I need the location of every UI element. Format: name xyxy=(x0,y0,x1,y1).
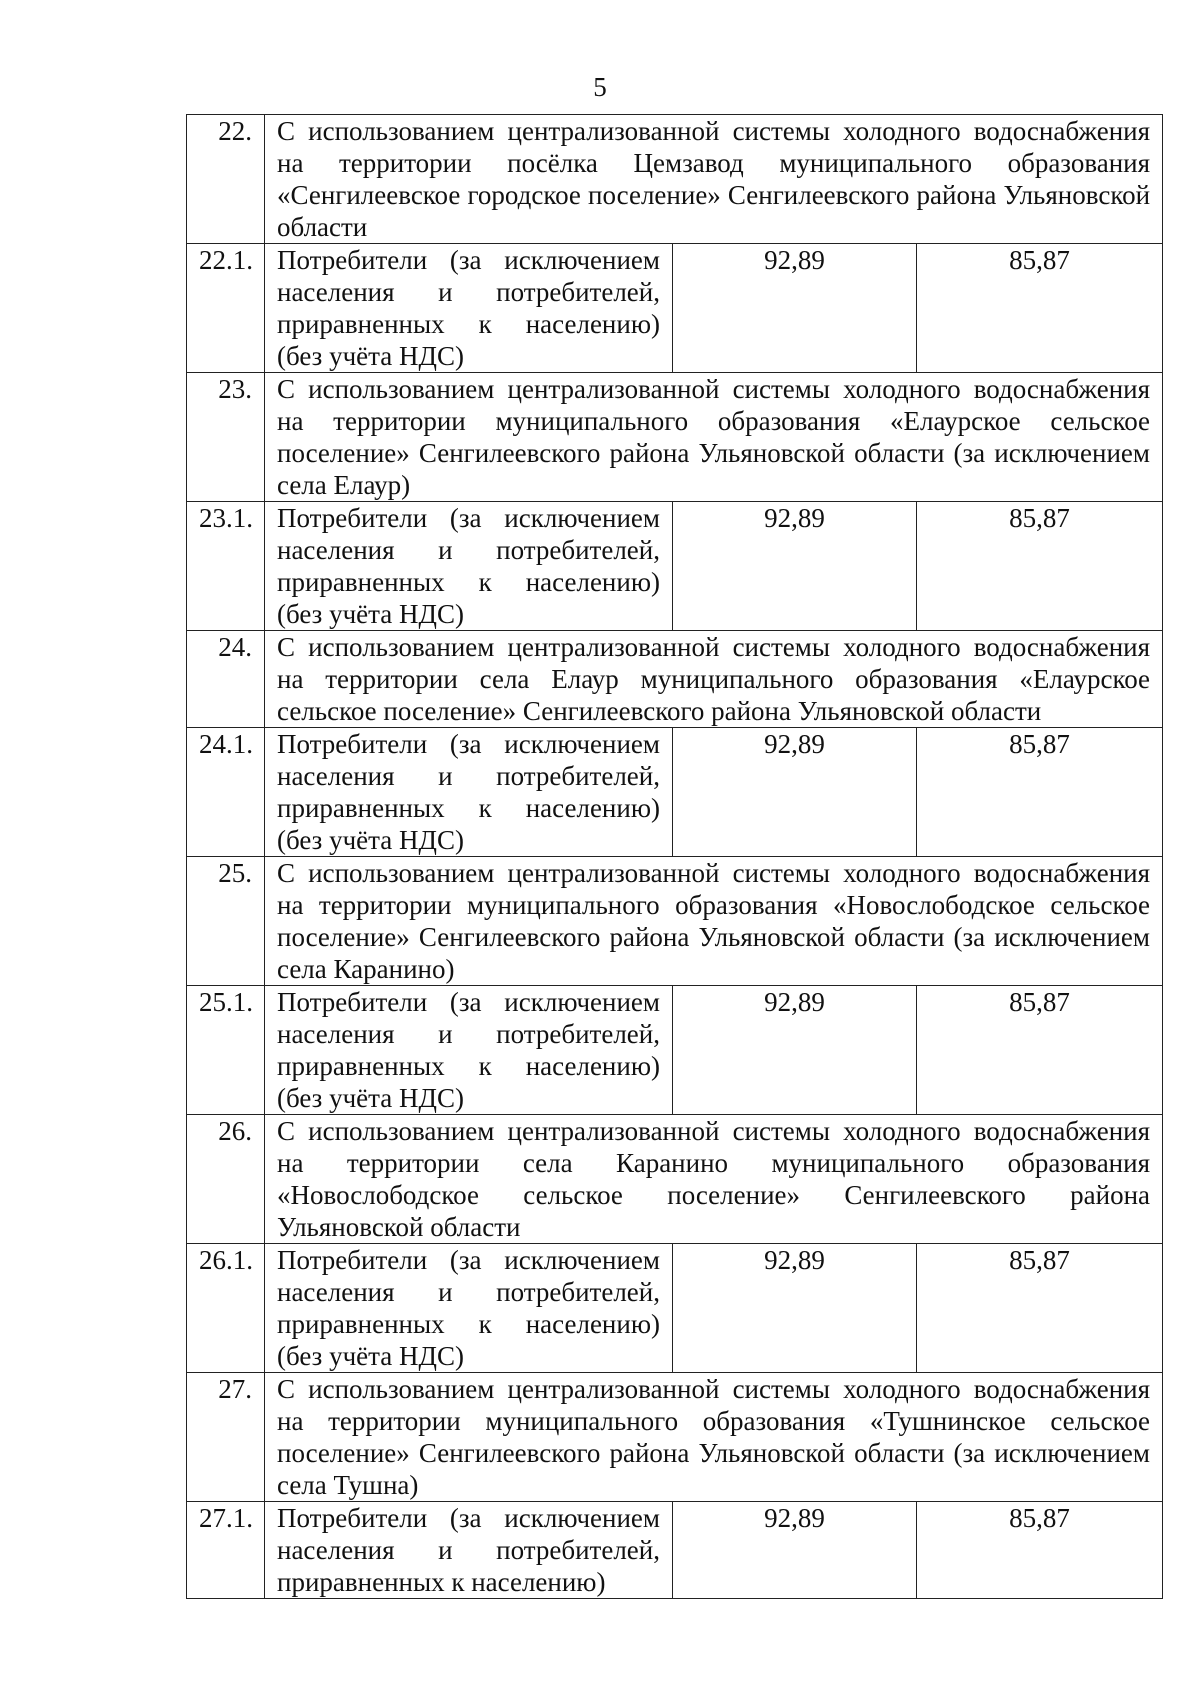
item-number: 22.1. xyxy=(187,244,265,373)
section-number: 23. xyxy=(187,373,265,502)
tariff-value-1: 92,89 xyxy=(673,244,917,373)
consumer-category-line: населения и потребителей, xyxy=(277,1535,660,1565)
tariff-item-row xyxy=(187,728,1163,857)
consumer-category xyxy=(265,502,673,631)
consumer-category-line: приравненных к населению) xyxy=(277,567,660,597)
consumer-category xyxy=(265,986,673,1115)
tariff-item-row xyxy=(187,1244,1163,1373)
page-number: 5 xyxy=(593,72,607,102)
tariff-value-1: 92,89 xyxy=(673,1244,917,1373)
tariff-value-2: 85,87 xyxy=(917,1502,1163,1599)
consumer-category-line: приравненных к населению) xyxy=(277,309,660,339)
section-title: С использованием централизованной системы холодного водоснабжения на территории муниципального образования «Елаурское сельское поселение» Сенгилеевского района Ульяновской области (за исключением села Елаур) xyxy=(265,373,1163,502)
consumer-category-line: Потребители (за исключением xyxy=(277,1503,660,1533)
consumer-category-line: населения и потребителей, xyxy=(277,1019,660,1049)
consumer-category-line: Потребители (за исключением xyxy=(277,729,660,759)
section-heading-row xyxy=(187,1373,1163,1502)
tariff-item-row xyxy=(187,1502,1163,1599)
consumer-category-line: населения и потребителей, xyxy=(277,761,660,791)
tariff-value-1: 92,89 xyxy=(673,728,917,857)
section-title: С использованием централизованной системы холодного водоснабжения на территории муниципального образования «Новослободское сельское поселение» Сенгилеевского района Ульяновской области (за исключением села Каранино) xyxy=(265,857,1163,986)
consumer-category-line: (без учёта НДС) xyxy=(277,1083,464,1113)
tariff-item-row xyxy=(187,502,1163,631)
section-number: 26. xyxy=(187,1115,265,1244)
consumer-category-line: приравненных к населению) xyxy=(277,793,660,823)
consumer-category-line: Потребители (за исключением xyxy=(277,245,660,275)
consumer-category-line: Потребители (за исключением xyxy=(277,1245,660,1275)
consumer-category-line: (без учёта НДС) xyxy=(277,341,464,371)
consumer-category-line: населения и потребителей, xyxy=(277,1277,660,1307)
consumer-category-line: Потребители (за исключением xyxy=(277,503,660,533)
tariff-table xyxy=(186,114,1163,1599)
consumer-category xyxy=(265,244,673,373)
item-number: 24.1. xyxy=(187,728,265,857)
section-title: С использованием централизованной системы холодного водоснабжения на территории муниципального образования «Тушнинское сельское поселение» Сенгилеевского района Ульяновской области (за исключением села Тушна) xyxy=(265,1373,1163,1502)
tariff-value-2: 85,87 xyxy=(917,244,1163,373)
section-title: С использованием централизованной системы холодного водоснабжения на территории посёлка Цемзавод муниципального образования «Сенгилеевское городское поселение» Сенгилеевского района Ульяновской области xyxy=(265,115,1163,244)
item-number: 25.1. xyxy=(187,986,265,1115)
item-number: 23.1. xyxy=(187,502,265,631)
consumer-category-line: приравненных к населению) xyxy=(277,1567,606,1597)
consumer-category-line: (без учёта НДС) xyxy=(277,825,464,855)
tariff-value-2: 85,87 xyxy=(917,502,1163,631)
section-heading-row xyxy=(187,857,1163,986)
tariff-value-1: 92,89 xyxy=(673,502,917,631)
consumer-category xyxy=(265,1244,673,1373)
section-heading-row xyxy=(187,631,1163,728)
tariff-value-2: 85,87 xyxy=(917,728,1163,857)
consumer-category-line: приравненных к населению) xyxy=(277,1051,660,1081)
section-heading-row xyxy=(187,115,1163,244)
section-heading-row xyxy=(187,1115,1163,1244)
item-number: 26.1. xyxy=(187,1244,265,1373)
section-title: С использованием централизованной системы холодного водоснабжения на территории села Елаур муниципального образования «Елаурское сельское поселение» Сенгилеевского района Ульяновской области xyxy=(265,631,1163,728)
consumer-category-line: населения и потребителей, xyxy=(277,277,660,307)
item-number: 27.1. xyxy=(187,1502,265,1599)
section-number: 22. xyxy=(187,115,265,244)
tariff-value-2: 85,87 xyxy=(917,1244,1163,1373)
section-number: 24. xyxy=(187,631,265,728)
consumer-category-line: (без учёта НДС) xyxy=(277,1341,464,1371)
tariff-value-1: 92,89 xyxy=(673,1502,917,1599)
consumer-category-line: Потребители (за исключением xyxy=(277,987,660,1017)
section-heading-row xyxy=(187,373,1163,502)
tariff-value-2: 85,87 xyxy=(917,986,1163,1115)
section-number: 25. xyxy=(187,857,265,986)
consumer-category xyxy=(265,1502,673,1599)
consumer-category-line: приравненных к населению) xyxy=(277,1309,660,1339)
tariff-item-row xyxy=(187,986,1163,1115)
tariff-item-row xyxy=(187,244,1163,373)
section-number: 27. xyxy=(187,1373,265,1502)
consumer-category xyxy=(265,728,673,857)
consumer-category-line: (без учёта НДС) xyxy=(277,599,464,629)
consumer-category-line: населения и потребителей, xyxy=(277,535,660,565)
section-title: С использованием централизованной системы холодного водоснабжения на территории села Каранино муниципального образования «Новослободское сельское поселение» Сенгилеевского района Ульяновской области xyxy=(265,1115,1163,1244)
tariff-value-1: 92,89 xyxy=(673,986,917,1115)
tariff-table-body xyxy=(187,115,1163,1599)
